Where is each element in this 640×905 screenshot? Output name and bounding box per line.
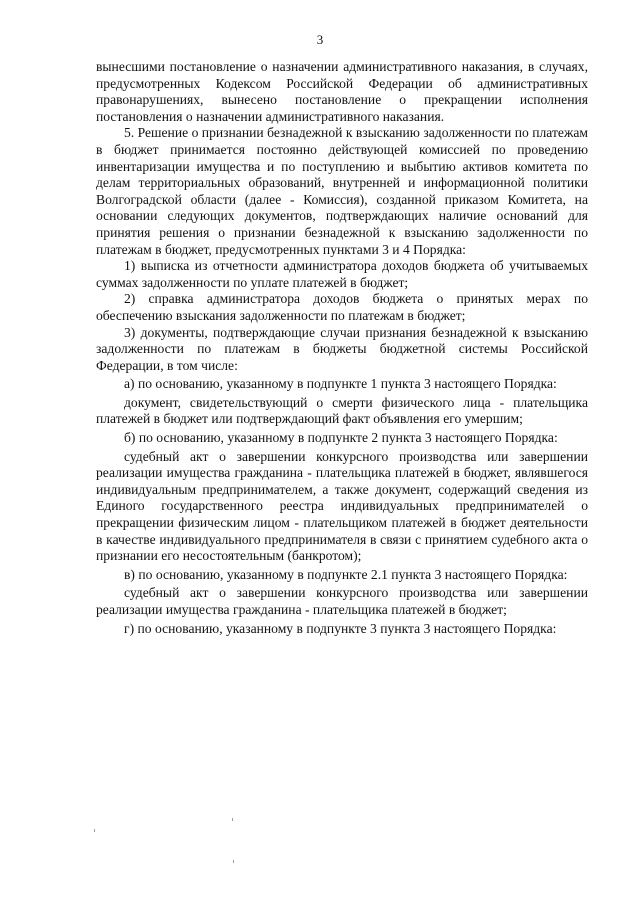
- subitem-b-document: судебный акт о завершении конкурсного производства или завершении реализации имущества гражданина - плательщика платежей в бюджет, являвшегося индивидуальным предпринимателем, а также документ, содержащий сведения из Единого государственного реестра индивидуальных предпринимателей о прекращении физическим лицом - плательщиком платежей в бюджет деятельности в качестве индивидуального предпринимателя в связи с принятием судебного акта о признании его несостоятельным (банкротом);: [96, 448, 588, 564]
- list-item-3: 3) документы, подтверждающие случаи признания безнадежной к взысканию задолженности по платежам в бюджеты бюджетной системы Российской Федерации, в том числе:: [96, 324, 588, 373]
- page-number: 3: [316, 32, 324, 47]
- list-item-2: 2) справка администратора доходов бюджета о принятых мерах по обеспечению взыскания задолженности по платежам в бюджет;: [96, 291, 588, 323]
- scan-artifact: [94, 829, 95, 832]
- paragraph-continuation: вынесшими постановление о назначении административного наказания, в случаях, предусмотренных Кодексом Российской Федерации об административных правонарушениях, вынесено постановление о прекращении исполнения постановления о назначении административного наказания.: [96, 59, 588, 124]
- subitem-v-document: судебный акт о завершении конкурсного производства или завершении реализации имущества гражданина - плательщика платежей в бюджет;: [96, 585, 588, 617]
- subitem-a: а) по основанию, указанному в подпункте 1 пункта 3 настоящего Порядка:: [124, 376, 557, 392]
- subitem-a-document: документ, свидетельствующий о смерти физического лица - плательщика платежей в бюджет или подтверждающий факт объявления его умершим;: [96, 394, 588, 427]
- document-body: [96, 59, 588, 637]
- subitem-b: б) по основанию, указанному в подпункте 2 пункта 3 настоящего Порядка:: [124, 430, 558, 446]
- subitem-v: в) по основанию, указанному в подпункте 2.1 пункта 3 настоящего Порядка:: [124, 566, 568, 582]
- scan-artifact: [233, 860, 234, 863]
- list-item-1: 1) выписка из отчетности администратора доходов бюджета об учитываемых суммах задолженности по уплате платежей в бюджет;: [96, 258, 588, 290]
- paragraph-item-5: 5. Решение о признании безнадежной к взысканию задолженности по платежам в бюджет принимается постоянно действующей комиссией по проведению инвентаризации имущества и по поступлению и выбытию активов комитета по делам территориальных образований, внутренней и информационной политики Волгоградской области (далее - Комиссия), созданной приказом Комитета, на основании следующих документов, подтверждающих наличие оснований для принятия решения о признании безнадежной к взысканию задолженности по платежам в бюджет, предусмотренных пунктами 3 и 4 Порядка:: [96, 125, 588, 257]
- scan-artifact: [232, 818, 233, 821]
- subitem-g: г) по основанию, указанному в подпункте 3 пункта 3 настоящего Порядка:: [124, 620, 557, 636]
